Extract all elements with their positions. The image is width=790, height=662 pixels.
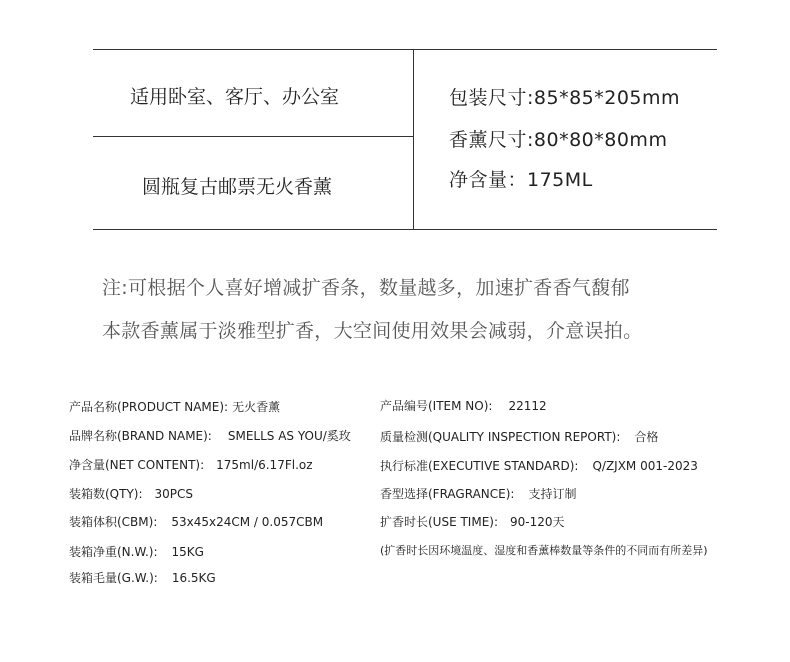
spec-value: SMELLS AS YOU/奚玫	[227, 429, 351, 443]
spec-label: 质量检测(QUALITY INSPECTION REPORT):	[380, 430, 621, 444]
spec-net-content	[69, 456, 313, 473]
spec-cbm	[69, 513, 323, 530]
spec-value: 90-120天	[510, 515, 565, 529]
spec-label: 装箱毛量(G.W.):	[69, 571, 158, 585]
spec-label: 装箱净重(N.W.):	[69, 545, 158, 559]
note-line-2: 本款香薰属于淡雅型扩香，大空间使用效果会减弱，介意误拍。	[102, 320, 643, 342]
note-line-1: 注:可根据个人喜好增减扩香条，数量越多，加速扩香香气馥郁	[102, 277, 630, 299]
spec-item-no	[380, 397, 547, 414]
horizontal-divider	[93, 136, 413, 137]
vertical-divider	[413, 50, 414, 229]
spec-value: 30PCS	[154, 487, 194, 501]
spec-label: 产品编号(ITEM NO):	[380, 399, 493, 413]
spec-brand-name	[69, 427, 351, 444]
spec-executive-standard	[380, 457, 698, 474]
spec-label: 执行标准(EXECUTIVE STANDARD):	[380, 459, 579, 473]
spec-quality-inspection	[380, 428, 658, 445]
usage-text: 适用卧室、客厅、办公室	[130, 86, 340, 108]
spec-table	[93, 49, 717, 230]
spec-qty	[69, 485, 193, 502]
spec-label: 装箱体积(CBM):	[69, 515, 158, 529]
spec-value: Q/ZJXM 001-2023	[592, 459, 698, 473]
spec-note: (扩香时长因环境温度、湿度和香薰棒数量等条件的不同而有所差异)	[380, 544, 708, 557]
spec-label: 扩香时长(USE TIME):	[380, 515, 499, 529]
spec-label: 品牌名称(BRAND NAME):	[69, 429, 212, 443]
spec-value: 175ml/6.17Fl.oz	[216, 458, 313, 472]
spec-label: 产品名称(PRODUCT NAME):	[69, 400, 229, 414]
spec-value: 无火香薰	[232, 400, 281, 414]
spec-label: 香型选择(FRAGRANCE):	[380, 487, 515, 501]
product-name-text: 圆瓶复古邮票无火香薰	[142, 176, 333, 198]
spec-value: 16.5KG	[171, 571, 216, 585]
spec-fragrance	[380, 485, 576, 502]
spec-value: 53x45x24CM / 0.057CBM	[171, 515, 324, 529]
aroma-size-text: 香薰尺寸:80*80*80mm	[449, 129, 668, 151]
spec-label: 净含量(NET CONTENT):	[69, 458, 205, 472]
spec-product-name	[69, 398, 280, 415]
spec-use-time-note	[380, 542, 708, 558]
spec-use-time	[380, 513, 565, 530]
spec-value: 支持订制	[528, 487, 577, 501]
spec-value: 合格	[634, 430, 659, 444]
spec-value: 22112	[508, 399, 547, 413]
net-content-text: 净含量：175ML	[449, 169, 593, 191]
spec-label: 装箱数(QTY):	[69, 487, 143, 501]
spec-value: 15KG	[171, 545, 204, 559]
package-size-text: 包装尺寸:85*85*205mm	[449, 87, 681, 109]
spec-net-weight	[69, 543, 204, 560]
spec-gross-weight	[69, 569, 216, 586]
